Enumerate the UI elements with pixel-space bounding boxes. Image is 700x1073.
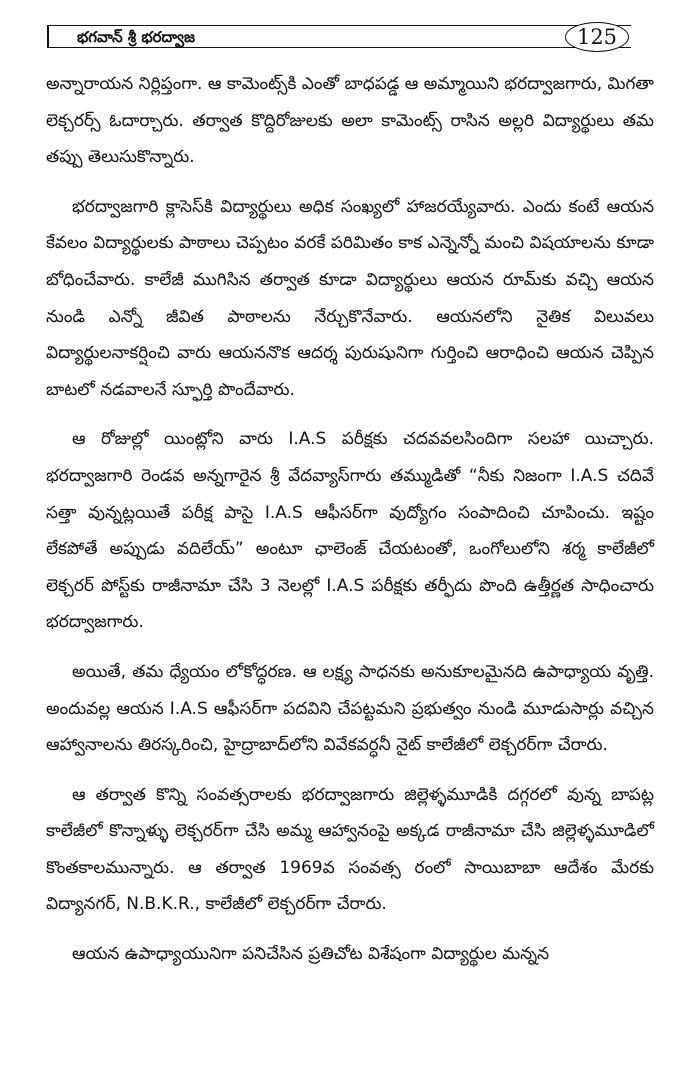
body-text bbox=[46, 66, 654, 986]
paragraph-2: భరద్వాజగారి క్లాసెస్‌కి విద్యార్థులు అధిక సంఖ్యలో హాజరయ్యేవారు. ఎందు కంటే ఆయన కేవలం విద్యార్థులకు పాఠాలు చెప్పటం వరకే పరిమితం కాక ఎన్నెన్నో మంచి విషయాలను కూడా బోధించేవారు. కాలేజీ ముగిసిన తర్వాత కూడా విద్యార్థులు ఆయన రూమ్‌కు వచ్చి ఆయన నుండి ఎన్నో జీవిత పాఠాలను నేర్చుకొనేవారు. ఆయనలోని నైతిక విలువలు విద్యార్థులనాకర్షించి వారు ఆయననొక ఆదర్శ పురుషునిగా గుర్తించి ఆరాధించి ఆయన చెప్పిన బాటలో నడవాలనే స్ఫూర్తి పొందేవారు. bbox=[46, 196, 654, 400]
header-bottom-rule bbox=[47, 47, 631, 48]
paragraph-6: ఆయన ఉపాధ్యాయునిగా పనిచేసిన ప్రతిచోట విశేషంగా విద్యార్థుల మన్నన bbox=[72, 944, 550, 965]
header-left-bar bbox=[47, 25, 49, 48]
header-top-rule bbox=[47, 25, 631, 26]
page-number: 125 bbox=[576, 25, 618, 49]
paragraph-5: ఆ తర్వాత కొన్ని సంవత్సరాలకు భరద్వాజగారు జిల్లెళ్ళమూడికి దగ్గరలో వున్న బాపట్ల కాలేజీలో కొన్నాళ్ళు లెక్చరర్‌గా చేసి అమ్మ ఆహ్వానంపై అక్కడ రాజీనామా చేసి జిల్లెళ్ళమూడిలో కొంతకాలమున్నారు. ఆ తర్వాత 1969వ సంవత్స రంలో సాయిబాబా ఆదేశం మేరకు విద్యానగర్, N.B.K.R., కాలేజీలో లెక్చరర్‌గా చేరారు. bbox=[46, 784, 654, 915]
running-head: భగవాన్ శ్రీ భరద్వాజ bbox=[77, 28, 195, 46]
page-header bbox=[47, 24, 631, 56]
paragraph-3: ఆ రోజుల్లో యింట్లోని వారు I.A.S పరీక్షకు చదవవలసిందిగా సలహా యిచ్చారు. భరద్వాజగారి రెండవ అన్నగారైన శ్రీ వేదవ్యాస్‌గారు తమ్ముడితో “నీకు నిజంగా I.A.S చదివే సత్తా వున్నట్లయితే పరీక్ష పాసై I.A.S ఆఫీసర్‌గా వుద్యోగం సంపాదించి చూపించు. ఇష్టం లేకపోతే అప్పుడు వదిలేయ్” అంటూ ఛాలెంజ్ చేయటంతో, ఒంగోలులోని శర్మ కాలేజీలో లెక్చరర్ పోస్ట్‌కు రాజీనామా చేసి 3 నెలల్లో I.A.S పరీక్షకు తర్ఫీదు పొంది ఉత్తీర్ణత సాధించారు భరద్వాజగారు. bbox=[46, 429, 654, 633]
paragraph-4: అయితే, తమ ధ్యేయం లోకోద్ధరణ. ఆ లక్ష్య సాధనకు అనుకూలమైనది ఉపాధ్యాయ వృత్తి. అందువల్ల ఆయన I.A.S ఆఫీసర్‌గా పదవిని చేపట్టమని ప్రభుత్వం నుండి మూడుసార్లు వచ్చిన ఆహ్వానాలను తిరస్కరించి, హైద్రాబాద్‌లోని వివేకవర్ధనీ నైట్ కాలేజీలో లెక్చరర్‌గా చేరారు. bbox=[46, 661, 654, 756]
page-number-oval bbox=[565, 22, 629, 52]
paragraph-1: అన్నారాయన నిర్లిప్తంగా. ఆ కామెంట్స్‌కి ఎంతో బాధపడ్డ ఆ అమ్మాయిని భరద్వాజగారు, మిగతా లెక్చరర్స్ ఓదార్చారు. తర్వాత కొద్దిరోజులకు అలా కామెంట్స్ రాసిన అల్లరి విద్యార్థులు తమ తప్పు తెలుసుకొన్నారు. bbox=[46, 74, 654, 168]
